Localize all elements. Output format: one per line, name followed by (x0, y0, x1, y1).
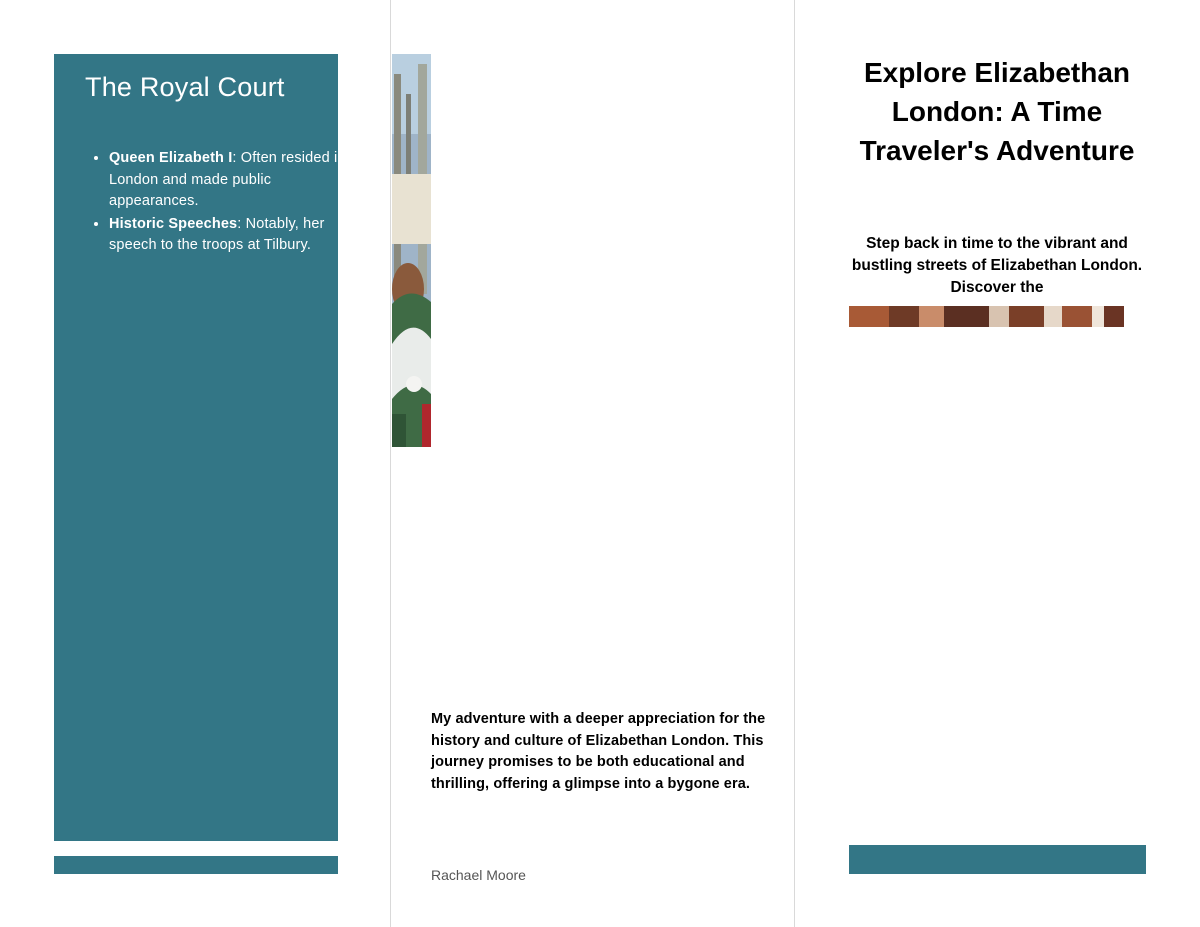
royal-court-panel (54, 54, 346, 841)
right-footer-bar (849, 845, 1146, 874)
list-item-label: Queen Elizabeth I (109, 150, 233, 166)
fold-line-right (794, 0, 795, 927)
fold-line-left (390, 0, 391, 927)
london-street-graphic (849, 306, 1124, 327)
left-footer-bar (54, 856, 338, 874)
list-item (109, 214, 354, 257)
closing-paragraph: My adventure with a deeper appreciation for the history and culture of Elizabethan London. This journey promises to be both educational and thrilling, offering a glimpse into a bygone era. (431, 711, 766, 792)
author-name-cutoff: Rachael Moore (431, 867, 526, 883)
royal-court-heading: The Royal Court (85, 72, 285, 102)
list-item (109, 148, 354, 213)
cover-title: Explore Elizabethan London: A Time Traveler's Adventure (859, 57, 1135, 166)
list-item-text: : Notably, her speech to the troops at Tilbury. (109, 215, 325, 253)
royal-court-list (81, 148, 354, 258)
list-item-text: : Often resided in London and made public appearances. (109, 150, 346, 209)
queen-portrait-graphic (392, 54, 431, 447)
london-street-image (849, 306, 1124, 327)
list-item-label: Historic Speeches (109, 215, 238, 232)
queen-portrait-image (392, 54, 431, 447)
cover-intro: Step back in time to the vibrant and bustling streets of Elizabethan London. Discover the (851, 235, 1143, 296)
